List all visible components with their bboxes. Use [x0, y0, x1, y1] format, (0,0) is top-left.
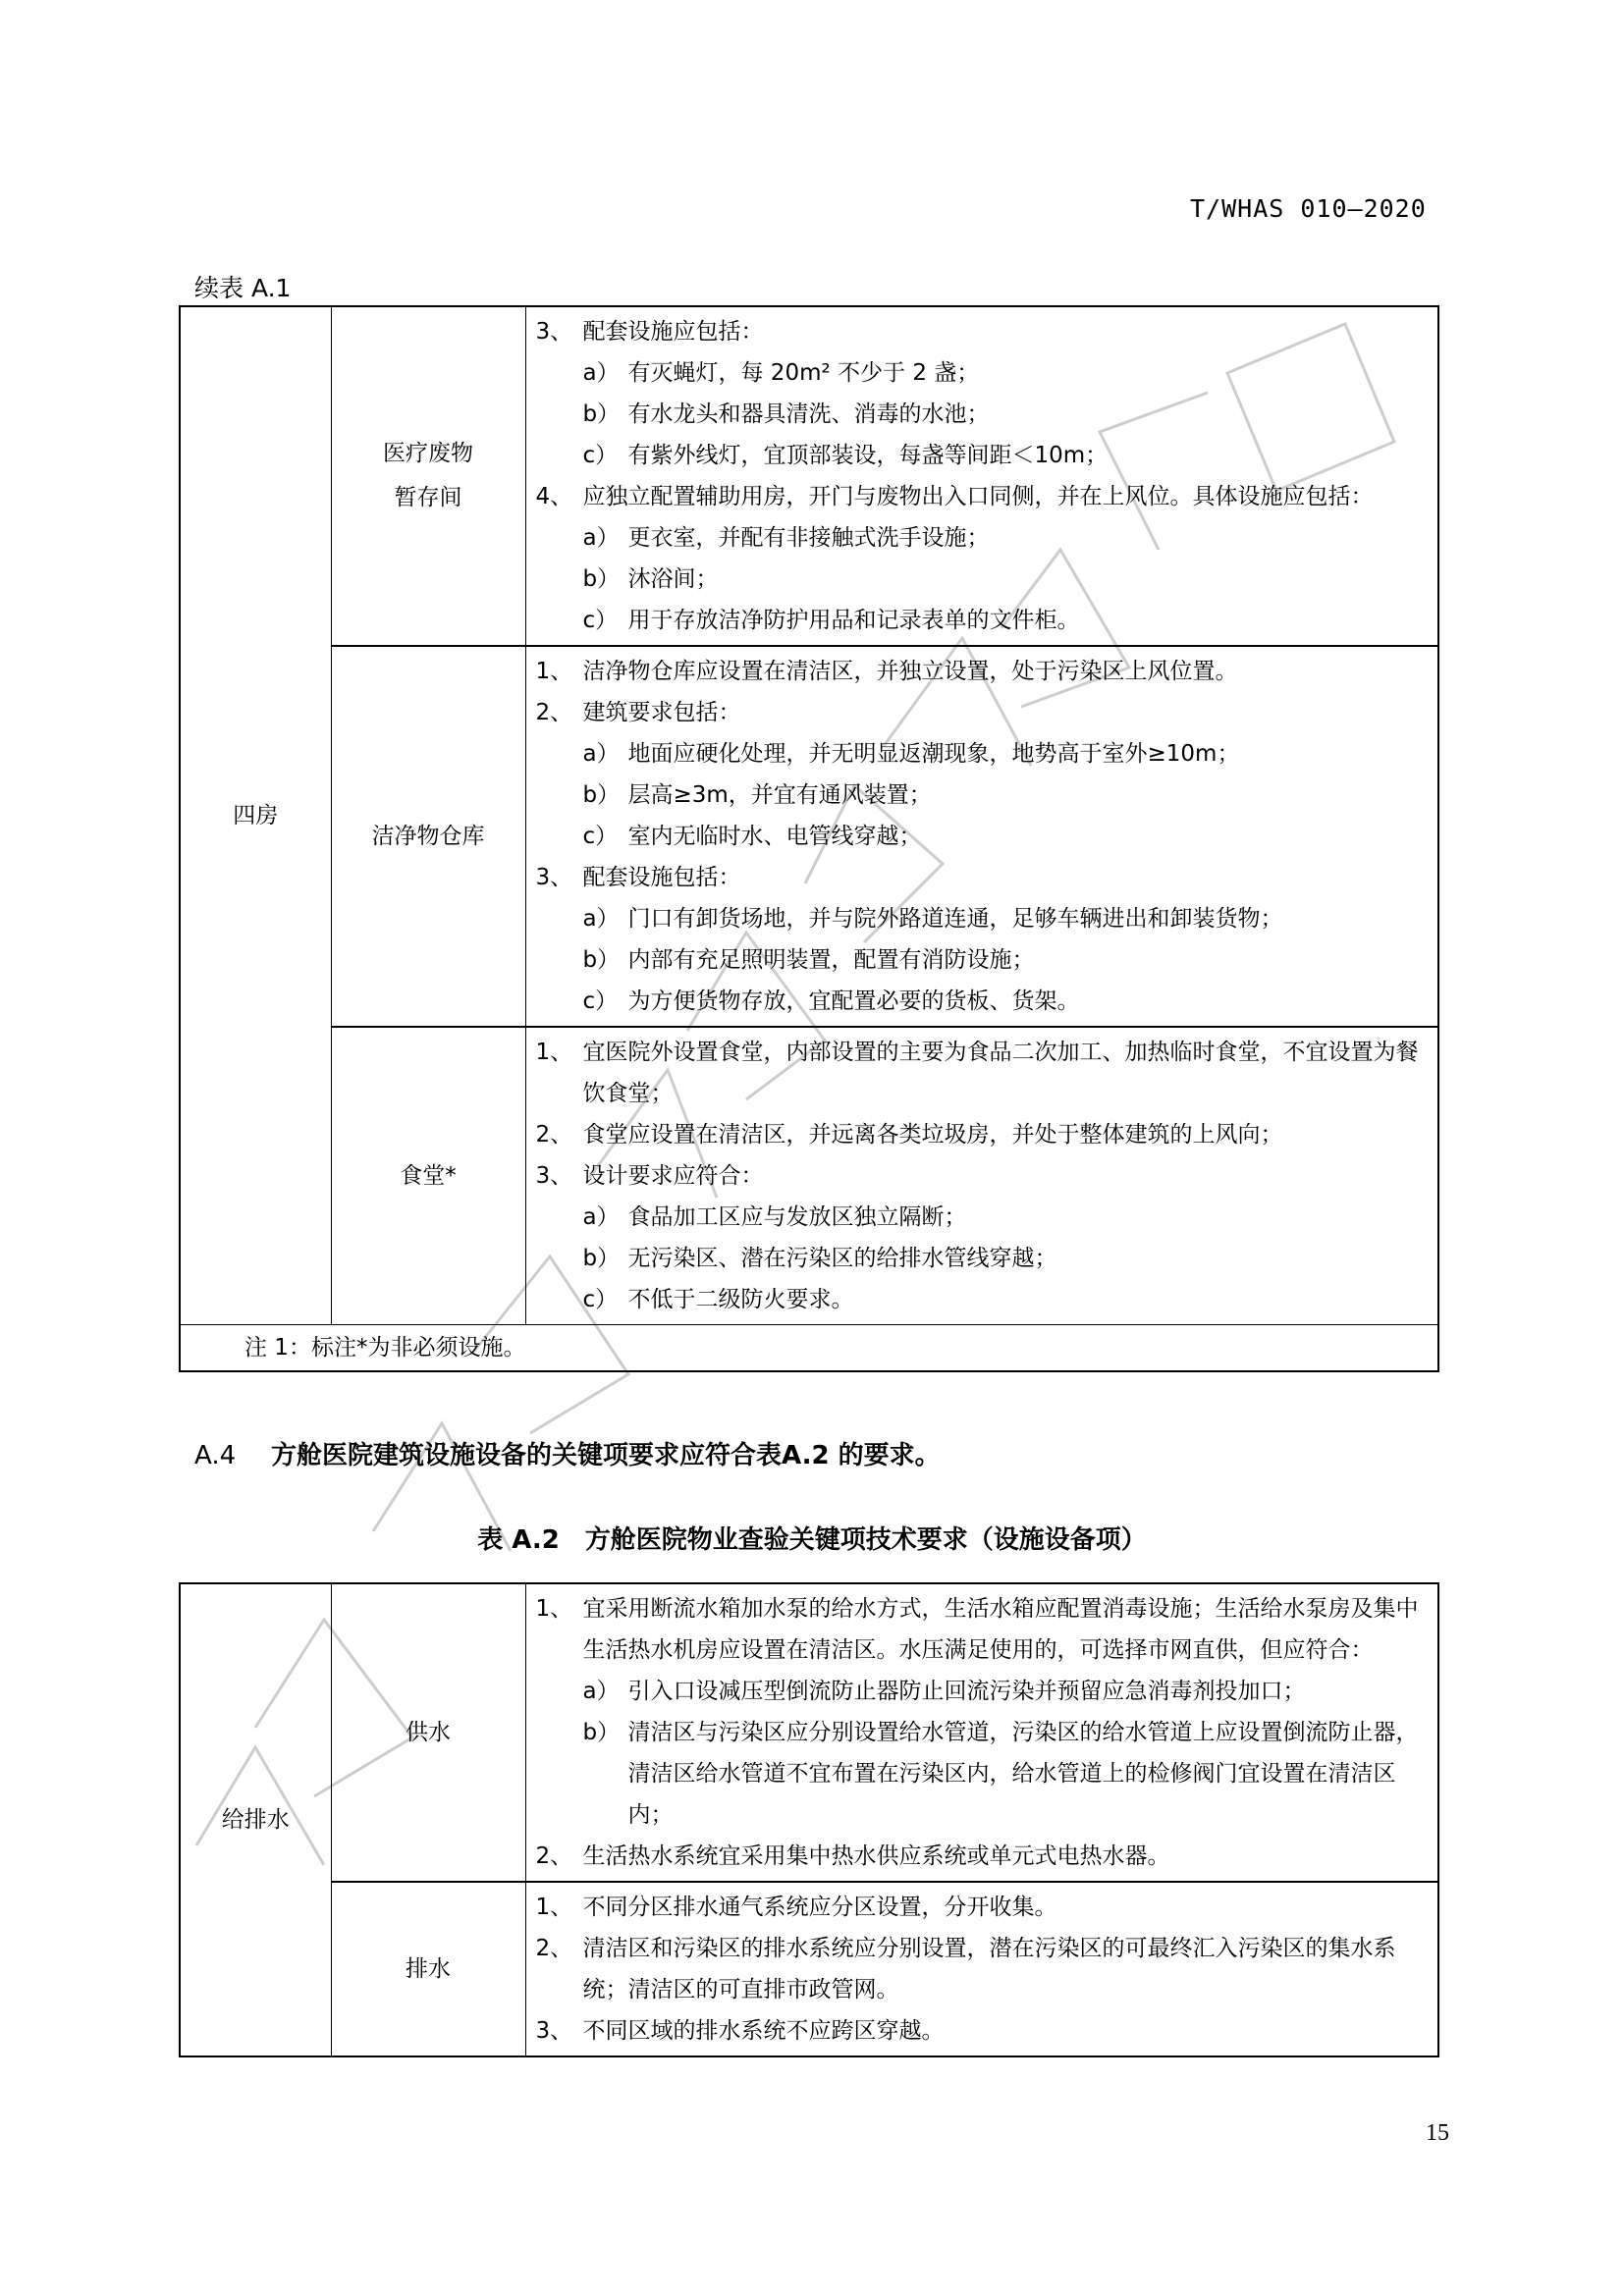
item-number: a）: [582, 741, 620, 767]
facility-name-cell: [331, 1882, 525, 2056]
requirement-subitem: [536, 1671, 1427, 1712]
item-number: 2、: [535, 700, 573, 725]
requirement-item: [536, 2010, 1427, 2052]
table-a2: [179, 1582, 1439, 2057]
requirement-subitem: [536, 559, 1427, 600]
item-text: 不同分区排水通气系统应分区设置，分开收集。: [582, 1895, 1057, 1920]
item-text: 层高≥3m，并宜有通风装置；: [627, 782, 932, 808]
item-text: 食堂应设置在清洁区，并远离各类垃圾房，并处于整体建筑的上风向；: [582, 1122, 1283, 1148]
item-text: 引入口设减压型倒流防止器防止回流污染并预留应急消毒剂投加口；: [627, 1679, 1306, 1704]
item-text: 有灭蝇灯，每 20m² 不少于 2 盏；: [627, 360, 980, 386]
requirement-subitem: [536, 517, 1427, 559]
item-number: 1、: [535, 1040, 573, 1065]
table-a1: [179, 305, 1439, 1372]
item-text: 为方便货物存放，宜配置必要的货板、货架。: [627, 988, 1080, 1014]
requirement-subitem: [536, 733, 1427, 774]
section-number: A.4: [194, 1441, 237, 1470]
item-text: 有紫外线灯，宜顶部装设，每盏等间距＜10m；: [627, 443, 1109, 468]
item-number: a）: [582, 1204, 620, 1230]
item-text: 清洁区和污染区的排水系统应分别设置，潜在污染区的可最终汇入污染区的集水系统；清洁区的可直排市政管网。: [582, 1936, 1396, 2002]
item-number: 2、: [535, 1843, 573, 1869]
requirement-item: [536, 476, 1427, 517]
table-note: 注 1：标注*为非必须设施。: [180, 1325, 1438, 1372]
item-text: 宜采用断流水箱加水泵的给水方式，生活水箱应配置消毒设施；生活给水泵房及集中生活热水机房应设置在清洁区。水压满足使用的，可选择市网直供，但应符合：: [582, 1596, 1419, 1663]
item-number: b）: [582, 1246, 621, 1271]
requirement-item: [536, 1114, 1427, 1155]
table-a2-caption: 表 A.2 方舱医院物业查验关键项技术要求（设施设备项）: [477, 1525, 1147, 1555]
requirement-item: [536, 311, 1427, 352]
facility-name: 洁净物仓库: [371, 823, 485, 849]
requirement-subitem: [536, 898, 1427, 939]
requirement-subitem: [536, 1238, 1427, 1279]
category-cell: 四房: [180, 306, 331, 1325]
requirement-item: [536, 1032, 1427, 1114]
item-text: 配套设施应包括：: [582, 319, 764, 345]
item-number: a）: [582, 525, 620, 551]
requirement-subitem: [536, 352, 1427, 394]
item-number: 1、: [535, 1895, 573, 1920]
facility-name: 食堂*: [400, 1162, 457, 1189]
item-number: a）: [582, 906, 620, 932]
item-number: b）: [582, 947, 621, 973]
facility-name-cell: [331, 1583, 525, 1882]
requirement-subitem: [536, 1279, 1427, 1320]
item-number: b）: [582, 1720, 621, 1745]
item-text: 门口有卸货场地，并与院外路道连通，足够车辆进出和卸装货物；: [627, 906, 1283, 932]
item-text: 应独立配置辅助用房，开门与废物出入口同侧，并在上风位。具体设施应包括：: [582, 484, 1374, 509]
item-text: 生活热水系统宜采用集中热水供应系统或单元式电热水器。: [582, 1843, 1170, 1869]
item-text: 设计要求应符合：: [582, 1163, 764, 1189]
requirement-item: [536, 651, 1427, 692]
facility-name-line2: 暂存间: [394, 485, 462, 510]
item-number: c）: [582, 1287, 619, 1312]
item-number: a）: [582, 1679, 620, 1704]
item-number: c）: [582, 988, 619, 1014]
item-number: 3、: [535, 2018, 573, 2044]
item-number: 3、: [535, 319, 573, 345]
item-number: c）: [582, 824, 619, 849]
item-text: 不低于二级防火要求。: [627, 1287, 854, 1312]
table-a1-continued-caption: 续表 A.1: [194, 274, 292, 302]
item-number: 2、: [535, 1122, 573, 1148]
section-text: 方舱医院建筑设施设备的关键项要求应符合表A.2 的要求。: [271, 1441, 941, 1470]
item-text: 食品加工区应与发放区独立隔断；: [627, 1204, 967, 1230]
item-text: 地面应硬化处理，并无明显返潮现象，地势高于室外≥10m；: [627, 741, 1240, 767]
requirement-item: [536, 857, 1427, 898]
facility-name: 排水: [406, 1955, 451, 1982]
requirements-cell: [525, 1882, 1438, 2056]
requirement-item: [536, 1887, 1427, 1928]
requirement-subitem: [536, 981, 1427, 1022]
item-text: 建筑要求包括：: [582, 700, 741, 725]
item-number: c）: [582, 443, 619, 468]
item-text: 无污染区、潜在污染区的给排水管线穿越；: [627, 1246, 1057, 1271]
table-row: [180, 1027, 1438, 1325]
item-text: 更衣室，并配有非接触式洗手设施；: [627, 525, 990, 551]
table-row: [180, 1583, 1438, 1882]
item-text: 室内无临时水、电管线穿越；: [627, 824, 922, 849]
item-text: 不同区域的排水系统不应跨区穿越。: [582, 2018, 945, 2044]
item-number: 2、: [535, 1936, 573, 1961]
requirement-subitem: [536, 774, 1427, 816]
requirement-item: [536, 1588, 1427, 1671]
item-number: c）: [582, 608, 619, 633]
requirement-subitem: [536, 394, 1427, 435]
requirements-cell: [525, 1027, 1438, 1325]
requirement-item: [536, 1928, 1427, 2010]
item-text: 洁净物仓库应设置在清洁区，并独立设置，处于污染区上风位置。: [582, 659, 1238, 684]
requirement-subitem: [536, 816, 1427, 857]
requirement-item: [536, 692, 1427, 733]
requirement-subitem: [536, 600, 1427, 641]
requirements-cell: [525, 1583, 1438, 1882]
table-row: [180, 1882, 1438, 2056]
item-text: 有水龙头和器具清洗、消毒的水池；: [627, 401, 990, 427]
section-a4: [194, 1435, 941, 1471]
requirement-item: [536, 1155, 1427, 1197]
facility-name: 医疗废物: [383, 441, 473, 466]
facility-name: 供水: [406, 1719, 451, 1745]
item-number: 3、: [535, 1163, 573, 1189]
item-number: 3、: [535, 865, 573, 890]
item-text: 清洁区与污染区应分别设置给水管道，污染区的给水管道上应设置倒流防止器，清洁区给水管道不宜布置在污染区内，给水管道上的检修阀门宜设置在清洁区内；: [627, 1720, 1419, 1828]
table-row: [180, 646, 1438, 1027]
item-text: 沐浴间；: [627, 566, 719, 592]
item-text: 配套设施包括：: [582, 865, 741, 890]
requirements-cell: [525, 646, 1438, 1027]
item-text: 宜医院外设置食堂，内部设置的主要为食品二次加工、加热临时食堂，不宜设置为餐饮食堂；: [582, 1040, 1419, 1106]
facility-name-cell: [331, 646, 525, 1027]
item-number: a）: [582, 360, 620, 386]
table-note-row: [180, 1325, 1438, 1372]
page-number: 15: [1426, 2120, 1449, 2146]
item-number: b）: [582, 401, 621, 427]
item-number: 1、: [535, 1596, 573, 1622]
item-number: b）: [582, 782, 621, 808]
item-text: 内部有充足照明装置，配置有消防设施；: [627, 947, 1035, 973]
facility-name-cell: [331, 306, 525, 646]
item-text: 用于存放洁净防护用品和记录表单的文件柜。: [627, 608, 1080, 633]
item-number: b）: [582, 566, 621, 592]
table-row: [180, 306, 1438, 646]
category-cell: 给排水: [180, 1583, 331, 2056]
item-number: 4、: [535, 484, 573, 509]
item-number: 1、: [535, 659, 573, 684]
requirement-subitem: [536, 435, 1427, 476]
requirements-cell: [525, 306, 1438, 646]
requirement-subitem: [536, 1712, 1427, 1836]
document-code-header: T/WHAS 010—2020: [1190, 194, 1427, 223]
requirement-item: [536, 1836, 1427, 1877]
facility-name-cell: [331, 1027, 525, 1325]
requirement-subitem: [536, 939, 1427, 981]
requirement-subitem: [536, 1197, 1427, 1238]
